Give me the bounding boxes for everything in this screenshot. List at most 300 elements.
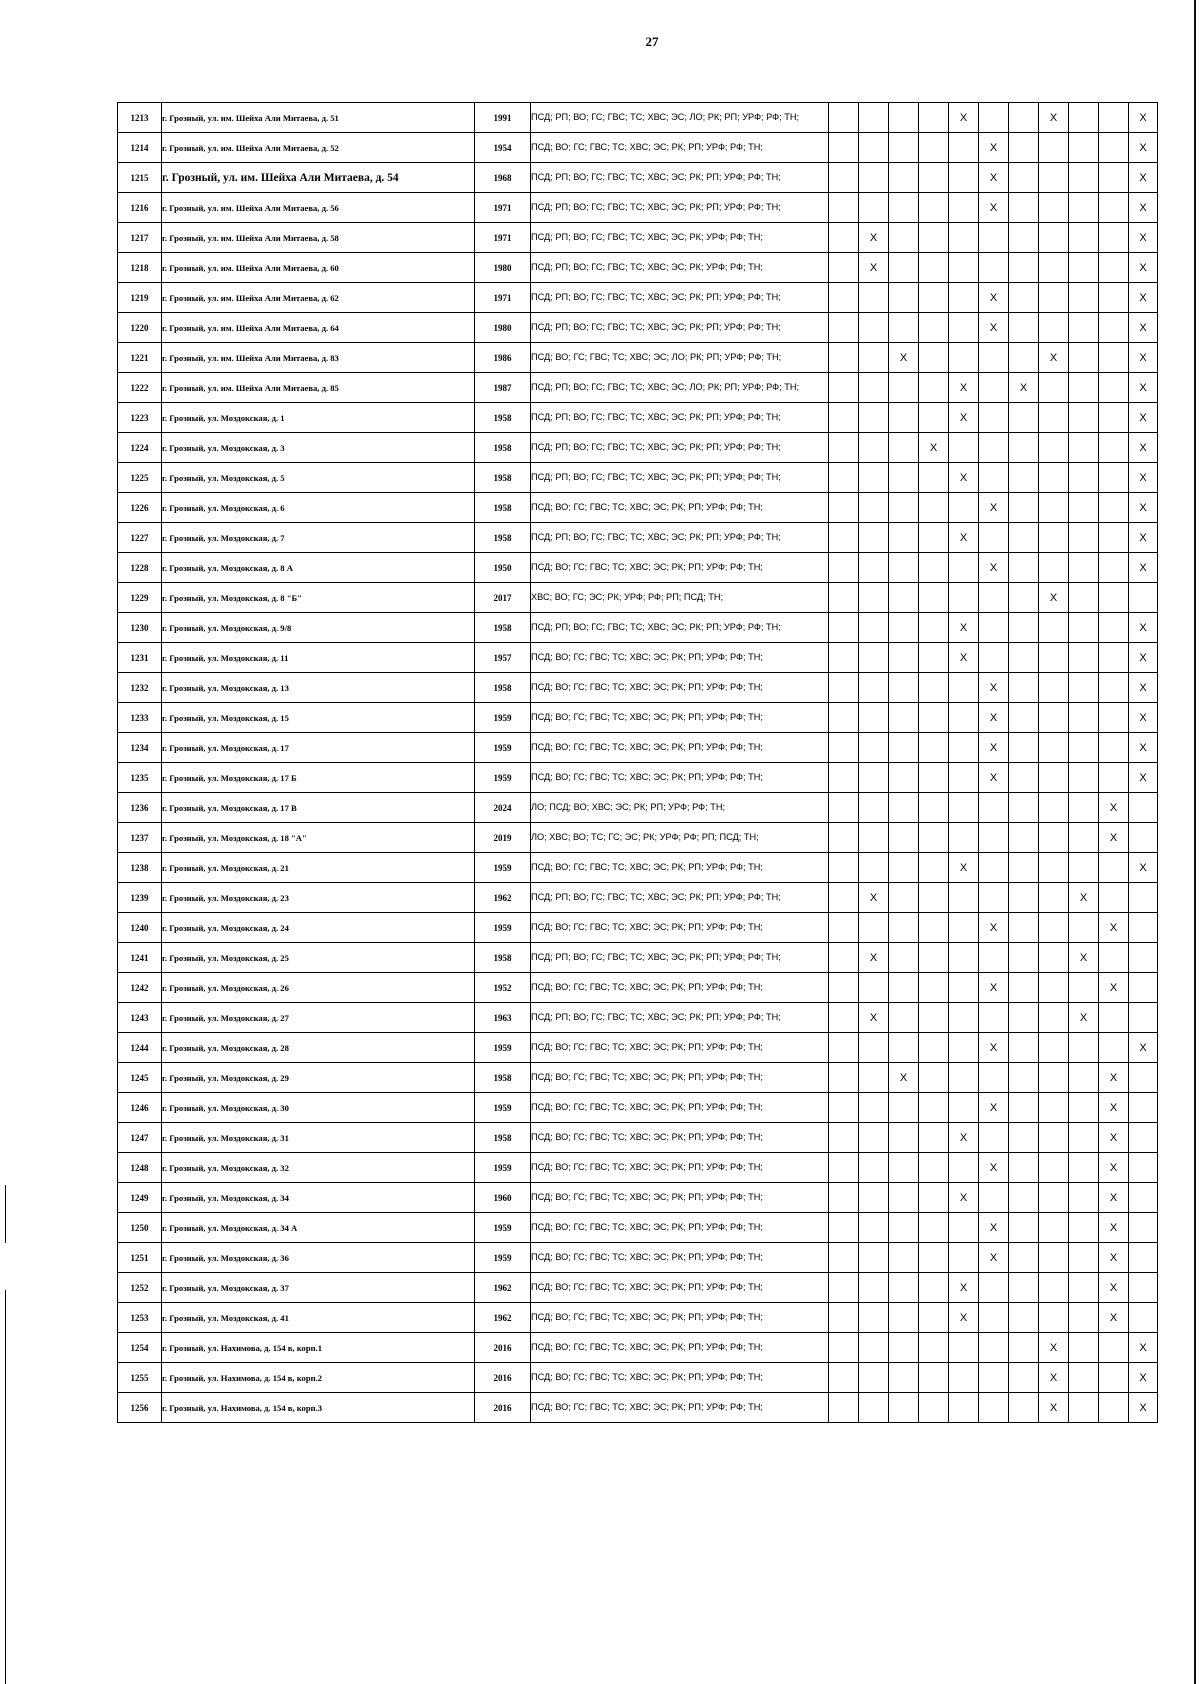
mark-x: X [1129,313,1158,343]
mark-cell [919,463,949,493]
mark-cell [859,973,889,1003]
table-row [118,283,1158,313]
table-row [118,1183,1158,1213]
mark-cell [1099,373,1129,403]
mark-cell [1069,1243,1099,1273]
mark-cell [859,823,889,853]
mark-cell [829,223,859,253]
mark-cell [1009,793,1039,823]
mark-cell [1129,1243,1158,1273]
mark-cell [1039,1033,1069,1063]
mark-cell [919,283,949,313]
mark-x: X [979,1243,1009,1273]
mark-cell [919,523,949,553]
row-number: 1251 [118,1243,162,1273]
mark-x: X [1099,1063,1129,1093]
mark-cell [979,343,1009,373]
row-number: 1216 [118,193,162,223]
mark-cell [1099,1003,1129,1033]
address-cell: г. Грозный, ул. Моздокская, д. 24 [162,913,475,943]
mark-cell [1039,703,1069,733]
mark-cell [1039,403,1069,433]
mark-cell [1129,1123,1158,1153]
mark-x: X [1129,853,1158,883]
mark-cell [919,163,949,193]
mark-cell [1069,1393,1099,1423]
mark-cell [1099,133,1129,163]
mark-cell [859,763,889,793]
mark-cell [859,1393,889,1423]
row-number: 1253 [118,1303,162,1333]
mark-cell [1009,1093,1039,1123]
mark-cell [919,1063,949,1093]
elements-cell: ПСД; РП; ВО; ГС; ГВС; ТС; ХВС; ЭС; ЛО; РК; РП; УРФ; РФ; ТН; [531,103,829,133]
mark-cell [1069,193,1099,223]
mark-cell [1009,613,1039,643]
mark-cell [1009,223,1039,253]
mark-cell [1009,673,1039,703]
mark-cell [829,433,859,463]
elements-cell: ПСД; РП; ВО; ГС; ГВС; ТС; ХВС; ЭС; РК; РП; УРФ; РФ; ТН; [531,283,829,313]
mark-x: X [1129,523,1158,553]
mark-cell [829,373,859,403]
mark-cell [979,223,1009,253]
address-cell: г. Грозный, ул. Моздокская, д. 25 [162,943,475,973]
mark-x: X [949,373,979,403]
mark-cell [1099,613,1129,643]
mark-cell [1039,1183,1069,1213]
mark-cell [1069,763,1099,793]
mark-cell [1129,1273,1158,1303]
mark-cell [919,643,949,673]
mark-cell [1039,1243,1069,1273]
row-number: 1230 [118,613,162,643]
row-number: 1255 [118,1363,162,1393]
elements-cell: ПСД; ВО; ГС; ГВС; ТС; ХВС; ЭС; РК; РП; УРФ; РФ; ТН; [531,733,829,763]
address-cell: г. Грозный, ул. Моздокская, д. 30 [162,1093,475,1123]
mark-cell [1009,283,1039,313]
year-cell: 1959 [475,853,531,883]
table-row [118,223,1158,253]
address-cell: г. Грозный, ул. Моздокская, д. 1 [162,403,475,433]
mark-cell [919,1093,949,1123]
elements-cell: ПСД; РП; ВО; ГС; ГВС; ТС; ХВС; ЭС; РК; РП; УРФ; РФ; ТН; [531,193,829,223]
mark-cell [919,763,949,793]
mark-cell [1099,1333,1129,1363]
mark-cell [859,1183,889,1213]
row-number: 1252 [118,1273,162,1303]
address-cell: г. Грозный, ул. Моздокская, д. 17 Б [162,763,475,793]
mark-cell [949,1363,979,1393]
mark-cell [1009,493,1039,523]
year-cell: 2016 [475,1363,531,1393]
mark-x: X [859,223,889,253]
address-cell: г. Грозный, ул. Моздокская, д. 34 [162,1183,475,1213]
row-number: 1234 [118,733,162,763]
mark-cell [979,1393,1009,1423]
mark-cell [1099,523,1129,553]
address-cell: г. Грозный, ул. Нахимова, д. 154 в, корп.3 [162,1393,475,1423]
mark-cell [1069,403,1099,433]
mark-cell [949,1063,979,1093]
mark-cell [919,613,949,643]
mark-cell [889,1033,919,1063]
mark-cell [919,973,949,1003]
mark-cell [889,583,919,613]
mark-x: X [1129,673,1158,703]
elements-cell: ПСД; ВО; ГС; ГВС; ТС; ХВС; ЭС; РК; РП; УРФ; РФ; ТН; [531,1393,829,1423]
mark-cell [1069,793,1099,823]
mark-cell [1129,1093,1158,1123]
mark-cell [889,1183,919,1213]
mark-cell [1009,1153,1039,1183]
row-number: 1219 [118,283,162,313]
mark-x: X [1099,1273,1129,1303]
mark-cell [829,283,859,313]
mark-cell [829,553,859,583]
mark-cell [889,1243,919,1273]
mark-cell [1039,133,1069,163]
mark-cell [1009,313,1039,343]
mark-cell [949,673,979,703]
mark-cell [979,1273,1009,1303]
mark-cell [949,913,979,943]
mark-x: X [979,553,1009,583]
mark-cell [889,883,919,913]
mark-cell [1039,163,1069,193]
year-cell: 1991 [475,103,531,133]
address-cell: г. Грозный, ул. Моздокская, д. 37 [162,1273,475,1303]
mark-cell [1009,1123,1039,1153]
year-cell: 1959 [475,1213,531,1243]
mark-cell [859,553,889,583]
elements-cell: ПСД; ВО; ГС; ГВС; ТС; ХВС; ЭС; РК; РП; УРФ; РФ; ТН; [531,553,829,583]
mark-cell [889,1213,919,1243]
mark-cell [1069,1063,1099,1093]
row-number: 1220 [118,313,162,343]
mark-cell [1039,193,1069,223]
mark-x: X [1099,1123,1129,1153]
mark-cell [1009,1393,1039,1423]
mark-cell [889,553,919,583]
mark-cell [1129,1003,1158,1033]
mark-cell [1099,343,1129,373]
mark-cell [919,823,949,853]
table-row [118,1063,1158,1093]
mark-cell [889,673,919,703]
mark-cell [1039,223,1069,253]
mark-cell [859,613,889,643]
mark-x: X [1129,463,1158,493]
mark-cell [979,1363,1009,1393]
address-cell: г. Грозный, ул. Моздокская, д. 32 [162,1153,475,1183]
mark-cell [949,583,979,613]
address-cell: г. Грозный, ул. Моздокская, д. 6 [162,493,475,523]
mark-cell [979,1303,1009,1333]
registry-body [118,103,1158,1423]
mark-cell [919,313,949,343]
elements-cell: ПСД; ВО; ГС; ГВС; ТС; ХВС; ЭС; РК; РП; УРФ; РФ; ТН; [531,913,829,943]
year-cell: 2024 [475,793,531,823]
mark-x: X [979,733,1009,763]
mark-cell [859,583,889,613]
address-cell: г. Грозный, ул. Моздокская, д. 21 [162,853,475,883]
row-number: 1254 [118,1333,162,1363]
year-cell: 1958 [475,403,531,433]
mark-cell [1099,433,1129,463]
table-row [118,373,1158,403]
elements-cell: ПСД; РП; ВО; ГС; ГВС; ТС; ХВС; ЭС; ЛО; РК; РП; УРФ; РФ; ТН; [531,373,829,403]
mark-cell [919,133,949,163]
mark-cell [1009,853,1039,883]
address-cell: г. Грозный, ул. им. Шейха Али Митаева, д. 56 [162,193,475,223]
mark-cell [1009,943,1039,973]
mark-cell [1039,1093,1069,1123]
year-cell: 1958 [475,463,531,493]
mark-cell [919,913,949,943]
mark-cell [859,1123,889,1153]
mark-cell [829,1333,859,1363]
mark-x: X [949,613,979,643]
mark-cell [979,1183,1009,1213]
row-number: 1221 [118,343,162,373]
address-cell: г. Грозный, ул. Нахимова, д. 154 в, корп.1 [162,1333,475,1363]
mark-cell [889,373,919,403]
mark-cell [889,133,919,163]
mark-cell [919,253,949,283]
mark-cell [829,613,859,643]
mark-x: X [1129,733,1158,763]
table-row [118,403,1158,433]
mark-cell [889,1393,919,1423]
table-row [118,103,1158,133]
mark-cell [889,613,919,643]
mark-cell [919,1333,949,1363]
mark-cell [859,1063,889,1093]
mark-cell [829,403,859,433]
mark-cell [829,523,859,553]
address-cell: г. Грозный, ул. Моздокская, д. 7 [162,523,475,553]
mark-cell [949,1393,979,1423]
mark-x: X [1129,1033,1158,1063]
table-row [118,583,1158,613]
mark-cell [919,1153,949,1183]
page-number: 27 [645,34,659,49]
row-number: 1217 [118,223,162,253]
mark-x: X [1129,403,1158,433]
mark-cell [1039,973,1069,1003]
mark-cell [1039,643,1069,673]
address-cell: г. Грозный, ул. им. Шейха Али Митаева, д. 64 [162,313,475,343]
elements-cell: ПСД; РП; ВО; ГС; ГВС; ТС; ХВС; ЭС; РК; УРФ; РФ; ТН; [531,223,829,253]
mark-cell [1069,1123,1099,1153]
mark-x: X [1069,943,1099,973]
mark-cell [919,1003,949,1033]
mark-cell [1039,1303,1069,1333]
mark-cell [1009,883,1039,913]
mark-cell [859,193,889,223]
mark-cell [919,853,949,883]
year-cell: 1958 [475,523,531,553]
mark-cell [1129,823,1158,853]
mark-cell [1099,553,1129,583]
scan-margin-line [5,1290,6,1684]
mark-cell [919,1393,949,1423]
mark-cell [1009,913,1039,943]
mark-cell [889,703,919,733]
mark-cell [949,163,979,193]
table-row [118,133,1158,163]
mark-x: X [859,1003,889,1033]
mark-cell [889,463,919,493]
mark-x: X [1039,583,1069,613]
year-cell: 1971 [475,283,531,313]
mark-cell [1129,1213,1158,1243]
mark-cell [889,163,919,193]
row-number: 1256 [118,1393,162,1423]
mark-x: X [1099,913,1129,943]
row-number: 1223 [118,403,162,433]
mark-cell [829,583,859,613]
mark-cell [1069,973,1099,1003]
row-number: 1244 [118,1033,162,1063]
mark-cell [889,433,919,463]
mark-cell [859,1243,889,1273]
mark-cell [919,223,949,253]
mark-cell [919,403,949,433]
row-number: 1237 [118,823,162,853]
elements-cell: ПСД; ВО; ГС; ГВС; ТС; ХВС; ЭС; РК; РП; УРФ; РФ; ТН; [531,1183,829,1213]
mark-cell [949,1153,979,1183]
mark-cell [889,523,919,553]
mark-cell [1009,733,1039,763]
mark-cell [889,733,919,763]
row-number: 1215 [118,163,162,193]
mark-x: X [949,463,979,493]
elements-cell: ПСД; РП; ВО; ГС; ГВС; ТС; ХВС; ЭС; РК; РП; УРФ; РФ; ТН; [531,463,829,493]
mark-x: X [979,283,1009,313]
mark-x: X [1129,1393,1158,1423]
mark-cell [1099,733,1129,763]
row-number: 1242 [118,973,162,1003]
mark-cell [1009,1273,1039,1303]
mark-cell [889,193,919,223]
mark-cell [1039,463,1069,493]
mark-cell [1009,1213,1039,1243]
elements-cell: ПСД; ВО; ГС; ГВС; ТС; ХВС; ЭС; РК; РП; УРФ; РФ; ТН; [531,853,829,883]
mark-cell [1039,313,1069,343]
elements-cell: ПСД; ВО; ГС; ГВС; ТС; ХВС; ЭС; РК; РП; УРФ; РФ; ТН; [531,493,829,523]
year-cell: 1963 [475,1003,531,1033]
address-cell: г. Грозный, ул. Моздокская, д. 27 [162,1003,475,1033]
mark-cell [1099,643,1129,673]
mark-x: X [1129,193,1158,223]
mark-x: X [979,1213,1009,1243]
year-cell: 1986 [475,343,531,373]
mark-cell [859,733,889,763]
row-number: 1233 [118,703,162,733]
elements-cell: ПСД; ВО; ГС; ГВС; ТС; ХВС; ЭС; РК; РП; УРФ; РФ; ТН; [531,1213,829,1243]
address-cell: г. Грозный, ул. им. Шейха Али Митаева, д. 85 [162,373,475,403]
year-cell: 2019 [475,823,531,853]
mark-x: X [1099,973,1129,1003]
table-row [118,703,1158,733]
mark-cell [1099,193,1129,223]
mark-x: X [949,1123,979,1153]
mark-x: X [1129,703,1158,733]
mark-cell [979,883,1009,913]
mark-cell [979,403,1009,433]
mark-x: X [1129,163,1158,193]
year-cell: 1971 [475,223,531,253]
mark-cell [1009,133,1039,163]
mark-cell [829,163,859,193]
elements-cell: ПСД; ВО; ГС; ГВС; ТС; ХВС; ЭС; ЛО; РК; РП; УРФ; РФ; ТН; [531,343,829,373]
mark-cell [889,793,919,823]
mark-cell [889,493,919,523]
mark-cell [1069,373,1099,403]
mark-cell [1069,283,1099,313]
address-cell: г. Грозный, ул. Моздокская, д. 34 А [162,1213,475,1243]
mark-cell [859,1093,889,1123]
elements-cell: ХВС; ВО; ГС; ЭС; РК; УРФ; РФ; РП; ПСД; ТН; [531,583,829,613]
year-cell: 1959 [475,1153,531,1183]
mark-cell [1009,163,1039,193]
mark-x: X [859,883,889,913]
mark-x: X [1099,793,1129,823]
mark-x: X [859,943,889,973]
table-row [118,1153,1158,1183]
mark-cell [949,493,979,523]
mark-x: X [979,493,1009,523]
elements-cell: ПСД; ВО; ГС; ГВС; ТС; ХВС; ЭС; РК; РП; УРФ; РФ; ТН; [531,1153,829,1183]
year-cell: 1987 [475,373,531,403]
year-cell: 1971 [475,193,531,223]
mark-cell [829,343,859,373]
mark-cell [1129,943,1158,973]
mark-cell [1099,223,1129,253]
mark-cell [1069,163,1099,193]
mark-cell [829,1393,859,1423]
address-cell: г. Грозный, ул. им. Шейха Али Митаева, д. 52 [162,133,475,163]
mark-x: X [949,523,979,553]
elements-cell: ПСД; РП; ВО; ГС; ГВС; ТС; ХВС; ЭС; РК; РП; УРФ; РФ; ТН; [531,433,829,463]
mark-cell [949,943,979,973]
mark-x: X [949,103,979,133]
mark-cell [1009,703,1039,733]
elements-cell: ПСД; РП; ВО; ГС; ГВС; ТС; ХВС; ЭС; РК; УРФ; РФ; ТН; [531,253,829,283]
mark-cell [859,643,889,673]
mark-cell [919,553,949,583]
mark-cell [1039,553,1069,583]
mark-cell [949,193,979,223]
table-row [118,973,1158,1003]
mark-cell [859,283,889,313]
mark-cell [859,403,889,433]
mark-cell [949,883,979,913]
mark-x: X [889,343,919,373]
mark-x: X [1129,133,1158,163]
mark-cell [919,1303,949,1333]
mark-cell [889,943,919,973]
mark-cell [1039,673,1069,703]
address-cell: г. Грозный, ул. Моздокская, д. 8 "Б" [162,583,475,613]
mark-cell [1069,733,1099,763]
table-row [118,463,1158,493]
mark-cell [859,463,889,493]
mark-cell [1039,733,1069,763]
mark-x: X [1129,1333,1158,1363]
